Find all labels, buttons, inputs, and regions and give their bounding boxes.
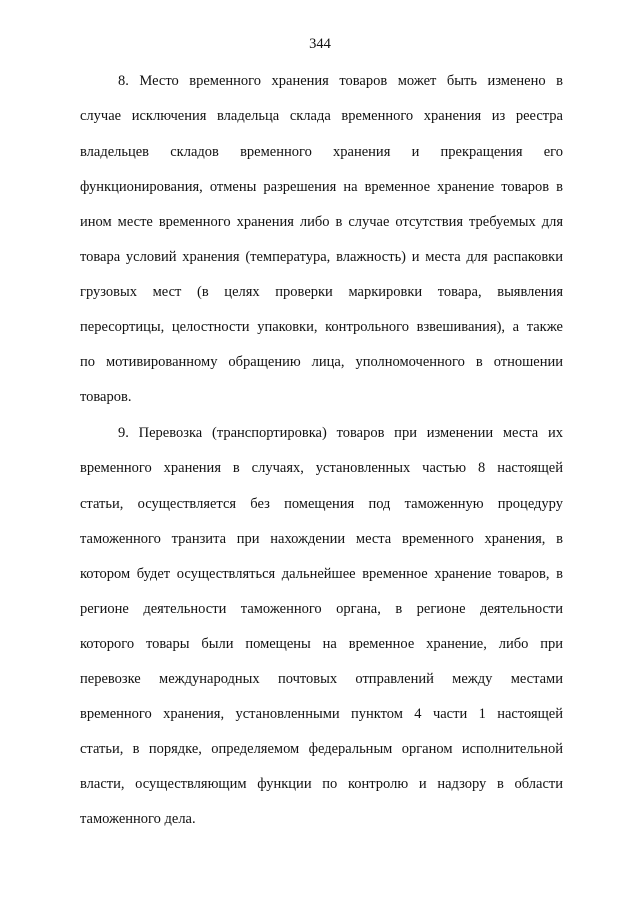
text-line: 8. Место временного хранения товаров может быть изменено в <box>118 73 563 89</box>
text-line: котором будет осуществляться дальнейшее временное хранение товаров, в <box>80 566 563 582</box>
text-line: которого товары были помещены на временное хранение, либо при <box>80 636 563 652</box>
text-line: статьи, осуществляется без помещения под таможенную процедуру <box>80 496 563 512</box>
text-line: по мотивированному обращению лица, уполномоченного в отношении <box>80 354 563 370</box>
text-line: перевозке международных почтовых отправлений между местами <box>80 671 563 687</box>
text-line: статьи, в порядке, определяемом федеральным органом исполнительной <box>80 741 563 757</box>
text-line: таможенного дела. <box>80 811 196 827</box>
text-line: товаров. <box>80 389 132 405</box>
text-line: случае исключения владельца склада временного хранения из реестра <box>80 108 563 124</box>
text-line: власти, осуществляющим функции по контролю и надзору в области <box>80 776 563 792</box>
text-line: таможенного транзита при нахождении места временного хранения, в <box>80 531 563 547</box>
text-line: временного хранения в случаях, установленных частью 8 настоящей <box>80 460 563 476</box>
text-line: временного хранения, установленными пунктом 4 части 1 настоящей <box>80 706 563 722</box>
text-line: ином месте временного хранения либо в случае отсутствия требуемых для <box>80 214 563 230</box>
text-line: владельцев складов временного хранения и прекращения его <box>80 144 563 160</box>
text-line: грузовых мест (в целях проверки маркировки товара, выявления <box>80 284 563 300</box>
text-line: функционирования, отмены разрешения на временное хранение товаров в <box>80 179 563 195</box>
text-line: регионе деятельности таможенного органа, в регионе деятельности <box>80 601 563 617</box>
text-line: 9. Перевозка (транспортировка) товаров при изменении места их <box>118 425 563 441</box>
page-number: 344 <box>309 36 331 52</box>
text-line: пересортицы, целостности упаковки, контрольного взвешивания), а также <box>80 319 563 335</box>
text-line: товара условий хранения (температура, влажность) и места для распаковки <box>80 249 563 265</box>
